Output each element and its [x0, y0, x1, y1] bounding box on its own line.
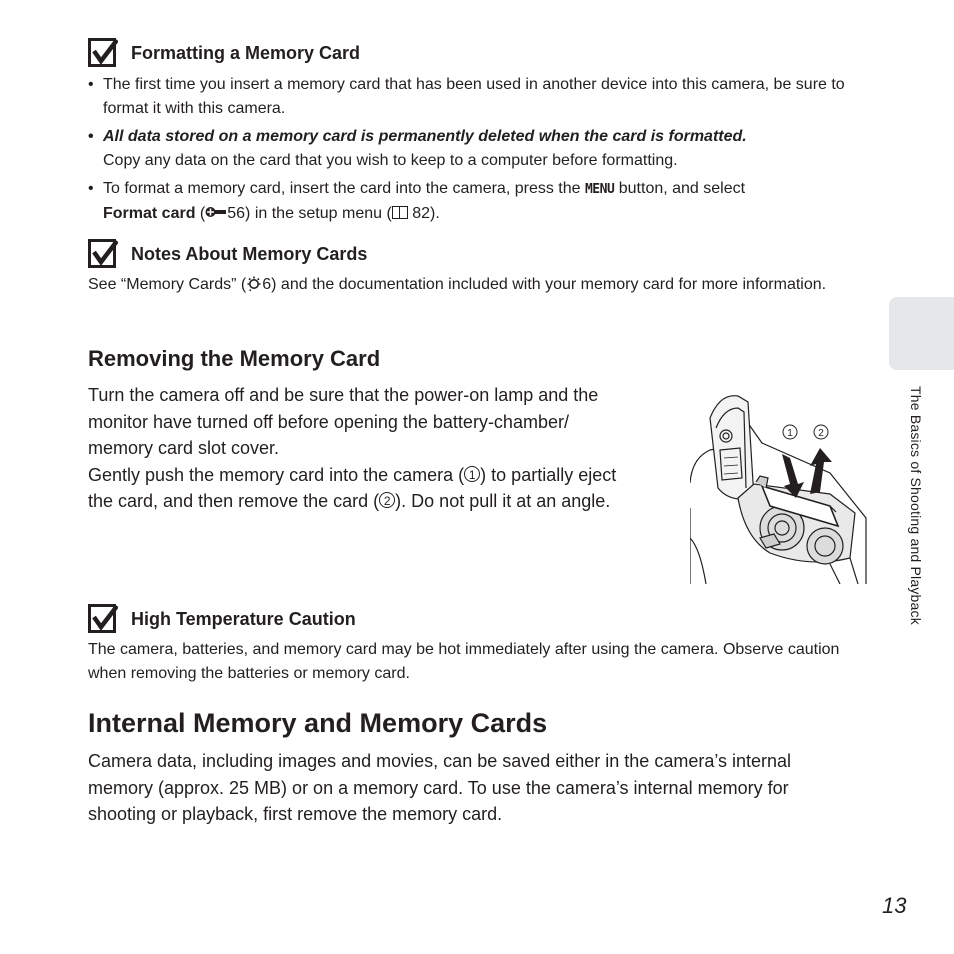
chapter-label: The Basics of Shooting and Playback — [908, 386, 924, 625]
note-formatting-header — [88, 38, 360, 68]
note-hightemp-header — [88, 604, 356, 634]
illustration-step-1: 1 — [787, 428, 793, 439]
page-number: 13 — [882, 893, 907, 918]
note-hightemp-text: The camera, batteries, and memory card may be hot immediately after using the camera. Observe caution when removing the batteries or memory card. — [88, 641, 840, 682]
note-memory-header — [88, 239, 367, 269]
page-reference-icon — [392, 206, 408, 219]
step-2-marker: 2 — [379, 492, 395, 508]
step-1-marker: 1 — [464, 466, 480, 482]
list-item: • The first time you insert a memory card that has been used in another device into this camera, be sure to format it with this camera. — [88, 76, 845, 117]
illustration-step-2: 2 — [818, 428, 824, 439]
note-memory-text: See “Memory Cards” ( 6) and the documentation included with your memory card for more information. — [88, 276, 827, 293]
warning-text: All data stored on a memory card is permanently deleted when the card is formatted. — [103, 128, 747, 145]
checkmark-note-icon — [88, 604, 118, 634]
page-section-title: Internal Memory and Memory Cards — [88, 708, 548, 738]
section-heading: Removing the Memory Card — [88, 346, 381, 371]
note-title: High Temperature Caution — [131, 608, 356, 629]
note-title: Formatting a Memory Card — [131, 42, 361, 63]
removing-instructions: Turn the camera off and be sure that the power-on lamp and the monitor have turned off before opening the battery-chamber/ memory card slot cover. Gently push the memory card into the camera ( 1 ) to partially eject the card, and then remove the card ( 2 ). Do not pull it at an angle. — [88, 385, 617, 511]
menu-button-label: MENU — [584, 182, 615, 197]
list-item: • To format a memory card, insert the card into the camera, press the MENU button, and select Format card ( 56) in the setup menu ( 82). — [88, 180, 746, 222]
tech-notes-icon — [246, 275, 262, 291]
internal-memory-text: Camera data, including images and movies, can be saved either in the camera’s internal memory (approx. 25 MB) or on a memory card. To use the camera’s internal memory for shooting or playback, first remove the memory card. — [88, 751, 792, 824]
note-title: Notes About Memory Cards — [131, 243, 368, 264]
camera-card-removal-illustration — [690, 388, 867, 584]
reference-section-icon — [205, 206, 227, 218]
chapter-tab — [889, 297, 954, 370]
list-item: • All data stored on a memory card is permanently deleted when the card is formatted. Copy any data on the card that you wish to keep to a computer before formatting. — [88, 128, 747, 169]
checkmark-note-icon — [88, 38, 118, 68]
checkmark-note-icon — [88, 239, 118, 269]
